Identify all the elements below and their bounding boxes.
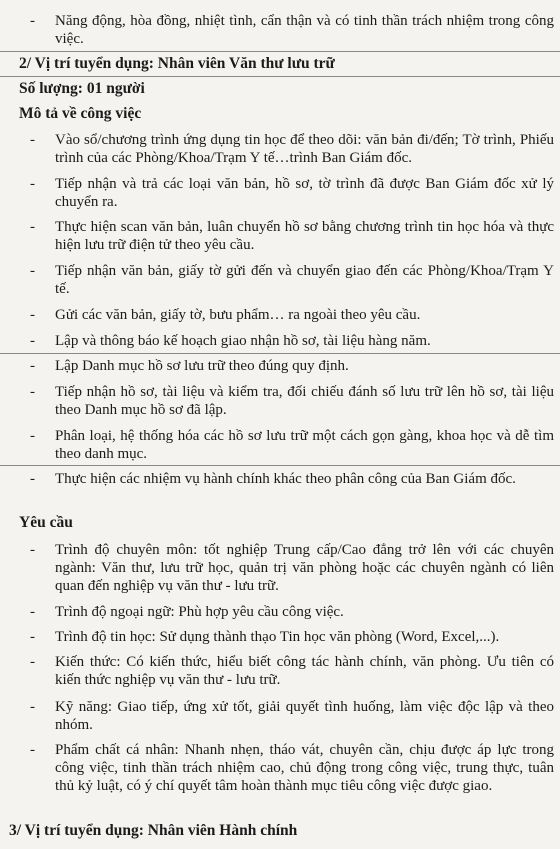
list-item-text: Gửi các văn bản, giấy tờ, bưu phẩm… ra ngoài theo yêu cầu. bbox=[55, 307, 421, 323]
list-item-text: Phẩm chất cá nhân: Nhanh nhẹn, tháo vát, chuyên cần, chịu được áp lực trong công việc, tinh thần trách nhiệm cao, chủ động trong công việc, trung thực, tuân thủ kỷ luật, có ý chí quyết tâm hoàn thành mục tiêu công việc được giao. bbox=[55, 742, 554, 794]
requirements-heading: Yêu cầu bbox=[19, 514, 73, 531]
quantity-heading: Số lượng: 01 người bbox=[19, 80, 145, 97]
list-item bbox=[30, 12, 554, 48]
bullet-dash: - bbox=[30, 428, 35, 444]
list-item-text: Trình độ chuyên môn: tốt nghiệp Trung cấp/Cao đẳng trở lên với các chuyên ngành: Văn thư, lưu trữ học, quản trị văn phòng hoặc các chuyên ngành có liên quan đến nghiệp vụ văn thư - lưu trữ. bbox=[55, 542, 554, 594]
list-item-text: Năng động, hòa đồng, nhiệt tình, cẩn thận và có tinh thần trách nhiệm trong công việc. bbox=[55, 13, 554, 47]
list-item bbox=[30, 698, 554, 734]
bullet-dash: - bbox=[30, 384, 35, 400]
bullet-dash: - bbox=[30, 333, 35, 349]
list-item bbox=[30, 262, 554, 298]
bullet-dash: - bbox=[30, 742, 35, 758]
list-item-text: Tiếp nhận và trả các loại văn bản, hồ sơ, tờ trình đã được Ban Giám đốc xử lý chuyển ra. bbox=[55, 176, 554, 210]
divider bbox=[0, 76, 560, 77]
divider bbox=[0, 465, 560, 466]
list-item bbox=[30, 541, 554, 595]
position-2-heading: 2/ Vị trí tuyển dụng: Nhân viên Văn thư lưu trữ bbox=[19, 55, 335, 72]
bullet-dash: - bbox=[30, 604, 35, 620]
list-item bbox=[30, 653, 554, 689]
list-item-text: Thực hiện các nhiệm vụ hành chính khác theo phân công của Ban Giám đốc. bbox=[55, 471, 516, 487]
list-item bbox=[30, 306, 554, 324]
list-item bbox=[30, 357, 554, 375]
list-item-text: Tiếp nhận văn bản, giấy tờ gửi đến và chuyển giao đến các Phòng/Khoa/Trạm Y tế. bbox=[55, 263, 554, 297]
list-item-text: Kỹ năng: Giao tiếp, ứng xử tốt, giải quyết tình huống, làm việc độc lập và theo nhóm. bbox=[55, 699, 554, 733]
bullet-dash: - bbox=[30, 132, 35, 148]
list-item-text: Lập và thông báo kế hoạch giao nhận hồ sơ, tài liệu hàng năm. bbox=[55, 333, 431, 349]
list-item bbox=[30, 383, 554, 419]
list-item bbox=[30, 131, 554, 167]
list-item-text: Kiến thức: Có kiến thức, hiểu biết công tác hành chính, văn phòng. Ưu tiên có kiến thức nghiệp vụ văn thư - lưu trữ. bbox=[55, 654, 554, 688]
bullet-dash: - bbox=[30, 654, 35, 670]
list-item-text: Thực hiện scan văn bản, luân chuyển hồ sơ bằng chương trình tin học hóa và thực hiện lưu trữ điện tử theo yêu cầu. bbox=[55, 219, 554, 253]
list-item bbox=[30, 218, 554, 254]
divider bbox=[0, 353, 560, 354]
position-3-heading: 3/ Vị trí tuyển dụng: Nhân viên Hành chính bbox=[9, 822, 298, 839]
bullet-dash: - bbox=[30, 699, 35, 715]
bullet-dash: - bbox=[30, 13, 35, 29]
bullet-dash: - bbox=[30, 471, 35, 487]
list-item bbox=[30, 603, 554, 621]
list-item bbox=[30, 427, 554, 463]
list-item bbox=[30, 628, 554, 646]
list-item-text: Phân loại, hệ thống hóa các hồ sơ lưu trữ một cách gọn gàng, khoa học và dễ tìm theo danh mục. bbox=[55, 428, 554, 462]
bullet-dash: - bbox=[30, 307, 35, 323]
list-item-text: Trình độ tin học: Sử dụng thành thạo Tin học văn phòng (Word, Excel,...). bbox=[55, 629, 500, 645]
list-item bbox=[30, 741, 554, 795]
bullet-dash: - bbox=[30, 358, 35, 374]
list-item bbox=[30, 175, 554, 211]
bullet-dash: - bbox=[30, 176, 35, 192]
bullet-dash: - bbox=[30, 629, 35, 645]
list-item bbox=[30, 470, 554, 488]
divider bbox=[0, 51, 560, 52]
job-description-heading: Mô tả về công việc bbox=[19, 105, 142, 122]
bullet-dash: - bbox=[30, 219, 35, 235]
list-item-text: Trình độ ngoại ngữ: Phù hợp yêu cầu công việc. bbox=[55, 604, 344, 620]
bullet-dash: - bbox=[30, 263, 35, 279]
list-item-text: Tiếp nhận hồ sơ, tài liệu và kiểm tra, đối chiếu đánh số lưu trữ lên hồ sơ, tài liệu theo Danh mục hồ sơ đã lập. bbox=[55, 384, 554, 418]
list-item bbox=[30, 332, 554, 350]
list-item-text: Lập Danh mục hồ sơ lưu trữ theo đúng quy định. bbox=[55, 358, 349, 374]
list-item-text: Vào sổ/chương trình ứng dụng tin học để theo dõi: văn bản đi/đến; Tờ trình, Phiếu trình của các Phòng/Khoa/Trạm Y tế…trình Ban Giám đốc. bbox=[55, 132, 554, 166]
bullet-dash: - bbox=[30, 542, 35, 558]
